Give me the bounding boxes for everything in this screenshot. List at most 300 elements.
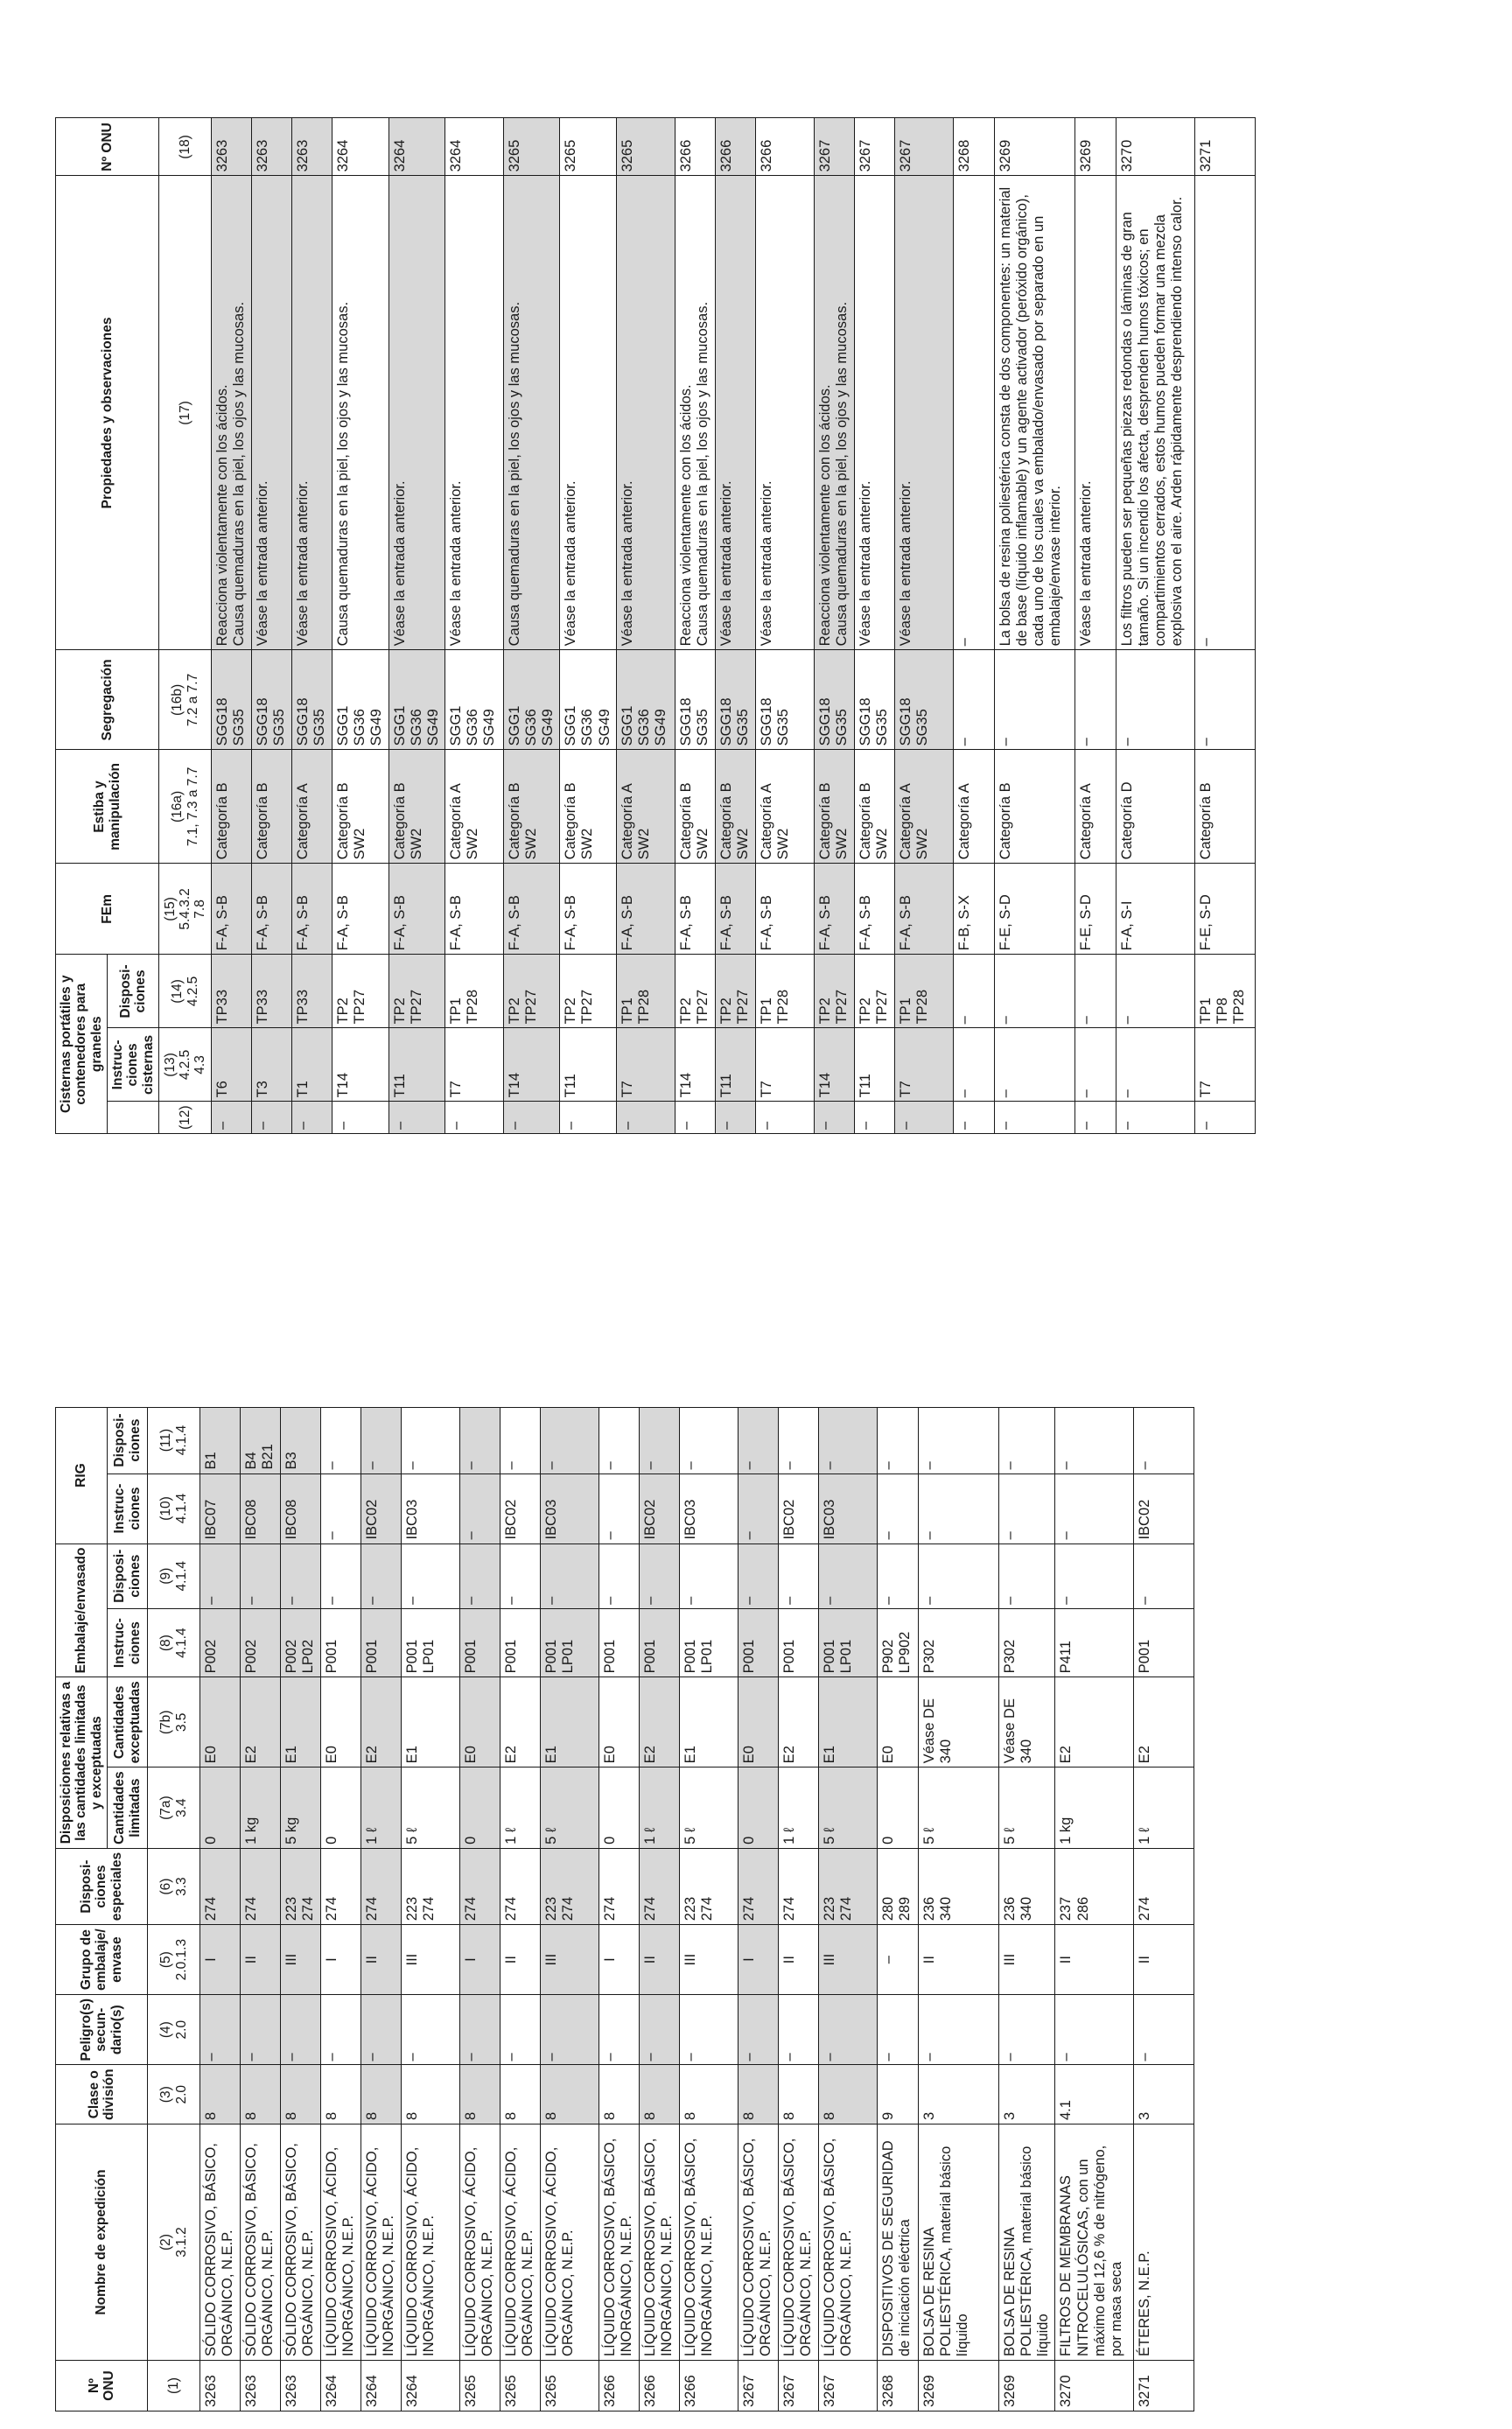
class-cell: 8	[599, 2065, 640, 2124]
excepted-quantity-cell: Véase DE 340	[999, 1677, 1055, 1768]
segregation-cell: –	[1074, 650, 1116, 750]
stowage-cell: Categoría D	[1116, 750, 1194, 864]
properties-cell: Causa quemaduras en la piel, los ojos y las mucosas.	[503, 176, 559, 650]
un-number-cell: 3265	[500, 2361, 541, 2412]
packing-group-cell: I	[321, 1925, 361, 1995]
tank-instruction-cell: T7	[894, 1028, 953, 1102]
ems-cell: F-A, S-I	[1116, 864, 1194, 955]
ibc-instruction-cell: IBC08	[241, 1474, 281, 1544]
column-number: (9) 4.1.4	[148, 1544, 200, 1608]
un-number-cell: 3269	[1074, 118, 1116, 176]
shipping-name-cell: BOLSA DE RESINA POLIESTÉRICA, material básico líquido	[999, 2124, 1055, 2361]
segregation-cell: SGG1 SG36 SG49	[560, 650, 616, 750]
ibc-instruction-cell: –	[878, 1474, 919, 1544]
shipping-name-cell: LÍQUIDO CORROSIVO, BÁSICO, ORGÁNICO, N.E.P.	[819, 2124, 878, 2361]
table-row	[460, 1407, 500, 2411]
packing-provision-cell: –	[460, 1544, 500, 1608]
properties-cell: Véase la entrada anterior.	[444, 176, 503, 650]
packing-instruction-cell: P002	[241, 1608, 281, 1677]
tank-instruction-cell: T6	[212, 1028, 252, 1102]
ibc-instruction-cell: IBC02	[779, 1474, 819, 1544]
stowage-cell: Categoría B SW2	[503, 750, 559, 864]
column-number: (2) 3.1.2	[148, 2124, 200, 2361]
segregation-cell: SGG1 SG36 SG49	[444, 650, 503, 750]
limited-quantity-cell: 1 ℓ	[1134, 1768, 1194, 1849]
packing-group-cell: –	[878, 1925, 919, 1995]
packing-provision-cell: –	[402, 1544, 460, 1608]
blank-cell: –	[715, 1102, 755, 1134]
ibc-instruction-cell: –	[919, 1474, 999, 1544]
class-cell: 8	[402, 2065, 460, 2124]
special-provisions-cell: 274	[640, 1848, 680, 1924]
segregation-cell: SGG18 SG35	[212, 650, 252, 750]
excepted-quantity-cell: E0	[599, 1677, 640, 1768]
un-number-cell: 3267	[779, 2361, 819, 2412]
ibc-instruction-cell: IBC03	[541, 1474, 599, 1544]
right-dangerous-goods-table	[55, 117, 1256, 1134]
column-number: (16a) 7.1, 7.3 a 7.7	[159, 750, 212, 864]
ems-cell: F-A, S-B	[292, 864, 332, 955]
properties-cell: Véase la entrada anterior.	[755, 176, 814, 650]
excepted-quantity-cell: E2	[361, 1677, 402, 1768]
ibc-instruction-cell: IBC02	[500, 1474, 541, 1544]
tank-instruction-cell: T14	[814, 1028, 854, 1102]
subsidiary-risk-cell: –	[738, 1994, 779, 2064]
shipping-name-cell: SÓLIDO CORROSIVO, BÁSICO, ORGÁNICO, N.E.P.	[281, 2124, 321, 2361]
packing-group-cell: I	[200, 1925, 241, 1995]
column-number: (15) 5.4.3.2 7.8	[159, 864, 212, 955]
properties-cell: Véase la entrada anterior.	[1074, 176, 1116, 650]
special-provisions-cell: 274	[321, 1848, 361, 1924]
header-packing-instructions: Instruc-ciones	[108, 1608, 148, 1677]
header-packing-provisions: Disposi-ciones	[108, 1544, 148, 1608]
un-number-cell: 3271	[1134, 2361, 1194, 2412]
blank-cell: –	[953, 1102, 994, 1134]
class-cell: 8	[460, 2065, 500, 2124]
packing-instruction-cell: P001	[500, 1608, 541, 1677]
shipping-name-cell: LÍQUIDO CORROSIVO, BÁSICO, INORGÁNICO, N.E.P.	[680, 2124, 738, 2361]
special-provisions-cell: 274	[200, 1848, 241, 1924]
blank-cell: –	[212, 1102, 252, 1134]
packing-provision-cell: –	[1055, 1544, 1134, 1608]
packing-provision-cell: –	[500, 1544, 541, 1608]
un-number-cell: 3265	[541, 2361, 599, 2412]
tank-provision-cell: TP2 TP27	[388, 955, 444, 1028]
header-class: Clase o división	[56, 2065, 148, 2124]
limited-quantity-cell: 1 ℓ	[361, 1768, 402, 1849]
stowage-cell: Categoría A SW2	[444, 750, 503, 864]
tank-instruction-cell: T11	[388, 1028, 444, 1102]
column-number: (5) 2.0.1.3	[148, 1925, 200, 1995]
tank-instruction-cell: T14	[503, 1028, 559, 1102]
class-cell: 8	[819, 2065, 878, 2124]
subsidiary-risk-cell: –	[779, 1994, 819, 2064]
tank-provision-cell: TP1 TP8 TP28	[1194, 955, 1255, 1028]
tank-instruction-cell: T1	[292, 1028, 332, 1102]
segregation-cell: SGG1 SG36 SG49	[388, 650, 444, 750]
ems-cell: F-E, S-D	[1194, 864, 1255, 955]
column-number: (1)	[148, 2361, 200, 2412]
stowage-cell: Categoría B SW2	[715, 750, 755, 864]
header-un-no: Nº ONU	[56, 2361, 148, 2412]
table-row	[503, 118, 559, 1134]
blank-cell: –	[252, 1102, 292, 1134]
ems-cell: F-A, S-B	[755, 864, 814, 955]
column-numbers-row	[159, 118, 212, 1134]
limited-quantity-cell: 1 ℓ	[779, 1768, 819, 1849]
limited-quantity-cell: 1 kg	[1055, 1768, 1134, 1849]
blank-cell: –	[994, 1102, 1074, 1134]
packing-instruction-cell: P902 LP902	[878, 1608, 919, 1677]
excepted-quantity-cell: E2	[1134, 1677, 1194, 1768]
stowage-cell: Categoría B SW2	[332, 750, 388, 864]
un-number-cell: 3263	[252, 118, 292, 176]
packing-instruction-cell: P302	[919, 1608, 999, 1677]
properties-cell: Reacciona violentamente con los ácidos. Causa quemaduras en la piel, los ojos y las mucosas.	[814, 176, 854, 650]
tank-instruction-cell: T7	[1194, 1028, 1255, 1102]
segregation-cell: –	[994, 650, 1074, 750]
blank-cell: –	[814, 1102, 854, 1134]
table-row	[332, 118, 388, 1134]
subsidiary-risk-cell: –	[1134, 1994, 1194, 2064]
ibc-provision-cell: –	[680, 1407, 738, 1474]
properties-cell: Véase la entrada anterior.	[616, 176, 675, 650]
header-ibc-provisions: Disposi-ciones	[108, 1407, 148, 1474]
header-packing: Embalaje/envasado	[56, 1544, 108, 1677]
table-row	[675, 118, 715, 1134]
limited-quantity-cell: 5 ℓ	[999, 1768, 1055, 1849]
un-number-cell: 3265	[460, 2361, 500, 2412]
ems-cell: F-A, S-B	[854, 864, 894, 955]
un-number-cell: 3269	[999, 2361, 1055, 2412]
tank-provision-cell: TP2 TP27	[814, 955, 854, 1028]
packing-instruction-cell: P001 LP01	[819, 1608, 878, 1677]
packing-instruction-cell: P001	[640, 1608, 680, 1677]
stowage-cell: Categoría B SW2	[560, 750, 616, 864]
ems-cell: F-A, S-B	[616, 864, 675, 955]
special-provisions-cell: 274	[599, 1848, 640, 1924]
un-number-cell: 3267	[854, 118, 894, 176]
segregation-cell: SGG18 SG35	[814, 650, 854, 750]
stowage-cell: Categoría B SW2	[388, 750, 444, 864]
shipping-name-cell: LÍQUIDO CORROSIVO, BÁSICO, ORGÁNICO, N.E.P.	[738, 2124, 779, 2361]
ibc-provision-cell: B1	[200, 1407, 241, 1474]
limited-quantity-cell: 5 ℓ	[541, 1768, 599, 1849]
ems-cell: F-A, S-B	[444, 864, 503, 955]
ibc-provision-cell: –	[779, 1407, 819, 1474]
un-number-cell: 3264	[321, 2361, 361, 2412]
header-empty	[108, 1102, 159, 1134]
segregation-cell: SGG1 SG36 SG49	[503, 650, 559, 750]
segregation-cell: SGG18 SG35	[854, 650, 894, 750]
ibc-provision-cell: –	[738, 1407, 779, 1474]
excepted-quantity-cell: E0	[321, 1677, 361, 1768]
properties-cell: Véase la entrada anterior.	[388, 176, 444, 650]
limited-quantity-cell: 5 ℓ	[919, 1768, 999, 1849]
packing-instruction-cell: P001	[321, 1608, 361, 1677]
ibc-instruction-cell: IBC02	[1134, 1474, 1194, 1544]
packing-group-cell: II	[1055, 1925, 1134, 1995]
excepted-quantity-cell: E2	[1055, 1677, 1134, 1768]
shipping-name-cell: LÍQUIDO CORROSIVO, ÁCIDO, ORGÁNICO, N.E.P.	[500, 2124, 541, 2361]
excepted-quantity-cell: E1	[402, 1677, 460, 1768]
tank-provision-cell: TP2 TP27	[560, 955, 616, 1028]
ibc-provision-cell: B3	[281, 1407, 321, 1474]
un-number-cell: 3263	[212, 118, 252, 176]
header-tank-provisions: Disposi-ciones	[108, 955, 159, 1028]
subsidiary-risk-cell: –	[321, 1994, 361, 2064]
special-provisions-cell: 274	[361, 1848, 402, 1924]
properties-cell: Causa quemaduras en la piel, los ojos y las mucosas.	[332, 176, 388, 650]
tank-provision-cell: –	[953, 955, 994, 1028]
packing-provision-cell: –	[919, 1544, 999, 1608]
tank-provision-cell: TP33	[252, 955, 292, 1028]
packing-provision-cell: –	[878, 1544, 919, 1608]
segregation-cell: SGG18 SG35	[755, 650, 814, 750]
excepted-quantity-cell: E1	[819, 1677, 878, 1768]
un-number-cell: 3266	[680, 2361, 738, 2412]
column-number: (16b) 7.2 a 7.7	[159, 650, 212, 750]
tank-provision-cell: TP2 TP27	[715, 955, 755, 1028]
ems-cell: F-A, S-B	[503, 864, 559, 955]
header-ibc-instructions: Instruc-ciones	[108, 1474, 148, 1544]
special-provisions-cell: 223 274	[819, 1848, 878, 1924]
subsidiary-risk-cell: –	[361, 1994, 402, 2064]
ibc-provision-cell: –	[999, 1407, 1055, 1474]
stowage-cell: Categoría B SW2	[854, 750, 894, 864]
table-row	[541, 1407, 599, 2411]
excepted-quantity-cell: E0	[200, 1677, 241, 1768]
special-provisions-cell: 223 274	[541, 1848, 599, 1924]
properties-cell: Véase la entrada anterior.	[560, 176, 616, 650]
ibc-instruction-cell: –	[599, 1474, 640, 1544]
special-provisions-cell: 274	[738, 1848, 779, 1924]
blank-cell: –	[292, 1102, 332, 1134]
limited-quantity-cell: 0	[200, 1768, 241, 1849]
subsidiary-risk-cell: –	[680, 1994, 738, 2064]
un-number-cell: 3263	[241, 2361, 281, 2412]
un-number-cell: 3267	[894, 118, 953, 176]
un-number-cell: 3264	[444, 118, 503, 176]
blank-cell: –	[1194, 1102, 1255, 1134]
header-limited-excepted-quantities: Disposiciones relativas a las cantidades limitadas y exceptuadas	[56, 1677, 108, 1848]
table-row	[200, 1407, 241, 2411]
un-number-cell: 3268	[878, 2361, 919, 2412]
un-number-cell: 3270	[1116, 118, 1194, 176]
ibc-instruction-cell: –	[321, 1474, 361, 1544]
packing-provision-cell: –	[361, 1544, 402, 1608]
packing-group-cell: III	[819, 1925, 878, 1995]
ibc-provision-cell: –	[402, 1407, 460, 1474]
stowage-cell: Categoría B	[212, 750, 252, 864]
column-number: (12)	[159, 1102, 212, 1134]
subsidiary-risk-cell: –	[500, 1994, 541, 2064]
packing-instruction-cell: P002 LP02	[281, 1608, 321, 1677]
ibc-provision-cell: B4 B21	[241, 1407, 281, 1474]
table-row	[212, 118, 252, 1134]
table-row	[241, 1407, 281, 2411]
properties-cell: La bolsa de resina poliestérica consta de dos componentes: un material de base (líquido inflamable) y un agente activador (peróxido orgánico), cada uno de los cuales va embalado/envasado por separado en un embalaje/envase interior.	[994, 176, 1074, 650]
properties-cell: Reacciona violentamente con los ácidos. Causa quemaduras en la piel, los ojos y las mucosas.	[212, 176, 252, 650]
column-number: (13) 4.2.5 4.3	[159, 1028, 212, 1102]
tank-instruction-cell: –	[994, 1028, 1074, 1102]
subsidiary-risk-cell: –	[541, 1994, 599, 2064]
shipping-name-cell: SÓLIDO CORROSIVO, BÁSICO, ORGÁNICO, N.E.P.	[241, 2124, 281, 2361]
properties-cell: Véase la entrada anterior.	[854, 176, 894, 650]
special-provisions-cell: 237 286	[1055, 1848, 1134, 1924]
ibc-instruction-cell: IBC03	[819, 1474, 878, 1544]
packing-provision-cell: –	[999, 1544, 1055, 1608]
header-un-no-right: Nº ONU	[56, 118, 159, 176]
table-row	[854, 118, 894, 1134]
subsidiary-risk-cell: –	[919, 1994, 999, 2064]
special-provisions-cell: 236 340	[999, 1848, 1055, 1924]
table-row	[560, 118, 616, 1134]
subsidiary-risk-cell: –	[999, 1994, 1055, 2064]
class-cell: 8	[779, 2065, 819, 2124]
un-number-cell: 3263	[281, 2361, 321, 2412]
limited-quantity-cell: 5 ℓ	[680, 1768, 738, 1849]
class-cell: 8	[281, 2065, 321, 2124]
un-number-cell: 3265	[560, 118, 616, 176]
segregation-cell: SGG18 SG35	[715, 650, 755, 750]
properties-cell: Véase la entrada anterior.	[894, 176, 953, 650]
class-cell: 8	[738, 2065, 779, 2124]
class-cell: 8	[200, 2065, 241, 2124]
subsidiary-risk-cell: –	[1055, 1994, 1134, 2064]
blank-cell: –	[560, 1102, 616, 1134]
class-cell: 3	[1134, 2065, 1194, 2124]
packing-provision-cell: –	[321, 1544, 361, 1608]
table-row	[1116, 118, 1194, 1134]
table-row	[779, 1407, 819, 2411]
packing-instruction-cell: P001 LP01	[402, 1608, 460, 1677]
excepted-quantity-cell: Véase DE 340	[919, 1677, 999, 1768]
class-cell: 3	[999, 2065, 1055, 2124]
tank-instruction-cell: T11	[715, 1028, 755, 1102]
column-number: (4) 2.0	[148, 1994, 200, 2064]
packing-provision-cell: –	[281, 1544, 321, 1608]
special-provisions-cell: 280 289	[878, 1848, 919, 1924]
packing-group-cell: II	[1134, 1925, 1194, 1995]
excepted-quantity-cell: E1	[541, 1677, 599, 1768]
packing-group-cell: III	[999, 1925, 1055, 1995]
special-provisions-cell: 274	[500, 1848, 541, 1924]
excepted-quantity-cell: E0	[738, 1677, 779, 1768]
blank-cell: –	[503, 1102, 559, 1134]
packing-group-cell: II	[640, 1925, 680, 1995]
packing-group-cell: II	[500, 1925, 541, 1995]
header-packing-group: Grupo de embalaje/ envase	[56, 1925, 148, 1995]
limited-quantity-cell: 1 kg	[241, 1768, 281, 1849]
table-row	[388, 118, 444, 1134]
table-row	[444, 118, 503, 1134]
shipping-name-cell: FILTROS DE MEMBRANAS NITROCELULÓSICAS, con un máximo del 12,6 % de nitrógeno, por masa seca	[1055, 2124, 1134, 2361]
ibc-instruction-cell: –	[460, 1474, 500, 1544]
table-row	[814, 118, 854, 1134]
subsidiary-risk-cell: –	[599, 1994, 640, 2064]
header-tank-instructions: Instruc-ciones cisternas	[108, 1028, 159, 1102]
blank-cell: –	[854, 1102, 894, 1134]
packing-instruction-cell: P001	[361, 1608, 402, 1677]
table-row	[1134, 1407, 1194, 2411]
ibc-instruction-cell: IBC02	[640, 1474, 680, 1544]
ibc-provision-cell: –	[321, 1407, 361, 1474]
class-cell: 8	[321, 2065, 361, 2124]
column-number: (14) 4.2.5	[159, 955, 212, 1028]
stowage-cell: Categoría B SW2	[675, 750, 715, 864]
subsidiary-risk-cell: –	[460, 1994, 500, 2064]
column-number: (7b) 3.5	[148, 1677, 200, 1768]
shipping-name-cell: LÍQUIDO CORROSIVO, ÁCIDO, INORGÁNICO, N.E.P.	[361, 2124, 402, 2361]
segregation-cell: –	[1116, 650, 1194, 750]
blank-cell: –	[616, 1102, 675, 1134]
un-number-cell: 3266	[640, 2361, 680, 2412]
packing-group-cell: I	[738, 1925, 779, 1995]
tank-provision-cell: TP2 TP27	[854, 955, 894, 1028]
table-row	[1194, 118, 1255, 1134]
un-number-cell: 3269	[919, 2361, 999, 2412]
ibc-provision-cell: –	[361, 1407, 402, 1474]
table-row	[1074, 118, 1116, 1134]
segregation-cell: SGG18 SG35	[292, 650, 332, 750]
column-number: (17)	[159, 176, 212, 650]
stowage-cell: Categoría B	[994, 750, 1074, 864]
tank-provision-cell: TP2 TP27	[332, 955, 388, 1028]
packing-provision-cell: –	[738, 1544, 779, 1608]
un-number-cell: 3266	[599, 2361, 640, 2412]
un-number-cell: 3265	[503, 118, 559, 176]
table-row	[819, 1407, 878, 2411]
tank-instruction-cell: T14	[675, 1028, 715, 1102]
shipping-name-cell: LÍQUIDO CORROSIVO, ÁCIDO, ORGÁNICO, N.E.P.	[460, 2124, 500, 2361]
table-row	[999, 1407, 1055, 2411]
special-provisions-cell: 274	[241, 1848, 281, 1924]
subsidiary-risk-cell: –	[200, 1994, 241, 2064]
properties-cell: –	[1194, 176, 1255, 650]
un-number-cell: 3267	[814, 118, 854, 176]
special-provisions-cell: 236 340	[919, 1848, 999, 1924]
segregation-cell: SGG18 SG35	[675, 650, 715, 750]
un-number-cell: 3265	[616, 118, 675, 176]
tank-instruction-cell: T11	[560, 1028, 616, 1102]
packing-group-cell: II	[779, 1925, 819, 1995]
tank-instruction-cell: –	[1074, 1028, 1116, 1102]
ibc-instruction-cell: –	[999, 1474, 1055, 1544]
tank-instruction-cell: T3	[252, 1028, 292, 1102]
blank-cell: –	[675, 1102, 715, 1134]
table-row	[994, 118, 1074, 1134]
tank-provision-cell: TP33	[212, 955, 252, 1028]
class-cell: 4.1	[1055, 2065, 1134, 2124]
excepted-quantity-cell: E0	[878, 1677, 919, 1768]
packing-provision-cell: –	[640, 1544, 680, 1608]
table-row	[599, 1407, 640, 2411]
tank-provision-cell: TP1 TP28	[444, 955, 503, 1028]
un-number-cell: 3266	[755, 118, 814, 176]
header-subsidiary-risk: Peligro(s) secun-dario(s)	[56, 1994, 148, 2064]
shipping-name-cell: BOLSA DE RESINA POLIESTÉRICA, material básico líquido	[919, 2124, 999, 2361]
ibc-provision-cell: –	[878, 1407, 919, 1474]
tank-provision-cell: TP2 TP27	[503, 955, 559, 1028]
stowage-cell: Categoría A SW2	[755, 750, 814, 864]
ems-cell: F-A, S-B	[560, 864, 616, 955]
stowage-cell: Categoría B SW2	[814, 750, 854, 864]
tank-provision-cell: TP1 TP28	[616, 955, 675, 1028]
table-row	[715, 118, 755, 1134]
table-row	[738, 1407, 779, 2411]
ibc-provision-cell: –	[819, 1407, 878, 1474]
